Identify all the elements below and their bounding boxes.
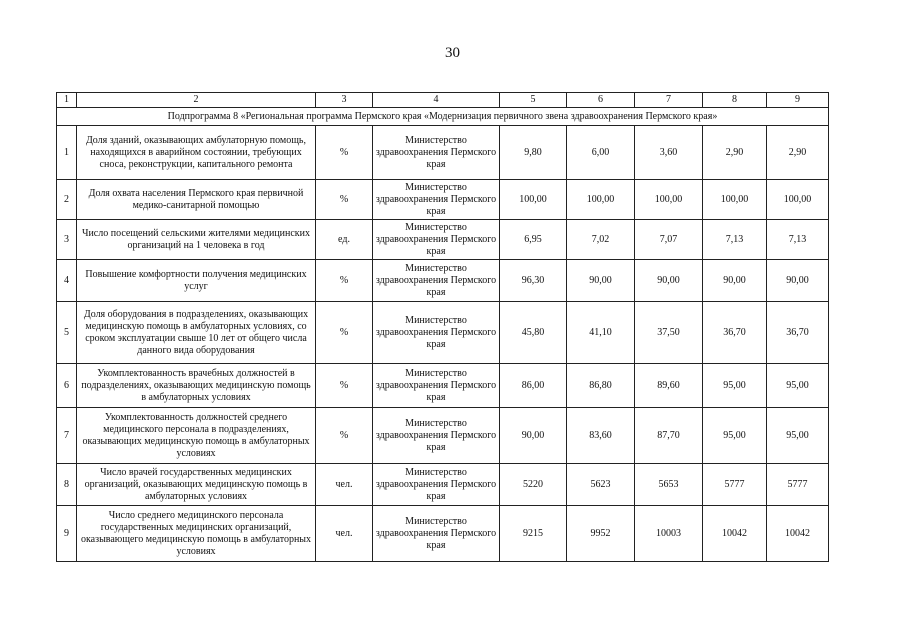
indicators-table <box>56 92 829 562</box>
subprogram-title: Подпрограмма 8 «Региональная программа Пермского края «Модернизация первичного звена здравоохранения Пермского края» <box>57 108 829 126</box>
responsible-org: Министерство здравоохранения Пермского края <box>373 260 500 302</box>
table-row <box>57 408 829 464</box>
row-number: 1 <box>57 126 77 180</box>
table-row <box>57 464 829 506</box>
unit: % <box>316 180 373 220</box>
value-col6: 6,00 <box>567 126 635 180</box>
value-col8: 2,90 <box>703 126 767 180</box>
value-col9: 95,00 <box>767 408 829 464</box>
row-number: 8 <box>57 464 77 506</box>
subprogram-row <box>57 108 829 126</box>
value-col6: 41,10 <box>567 302 635 364</box>
value-col9: 10042 <box>767 506 829 562</box>
column-number: 9 <box>767 93 829 108</box>
value-col7: 100,00 <box>635 180 703 220</box>
table-row <box>57 180 829 220</box>
table-body <box>57 126 829 562</box>
value-col7: 3,60 <box>635 126 703 180</box>
value-col8: 100,00 <box>703 180 767 220</box>
unit: % <box>316 364 373 408</box>
value-col7: 37,50 <box>635 302 703 364</box>
value-col5: 45,80 <box>500 302 567 364</box>
column-number: 1 <box>57 93 77 108</box>
value-col8: 90,00 <box>703 260 767 302</box>
row-number: 3 <box>57 220 77 260</box>
row-number: 5 <box>57 302 77 364</box>
row-number: 9 <box>57 506 77 562</box>
responsible-org: Министерство здравоохранения Пермского края <box>373 302 500 364</box>
table-row <box>57 260 829 302</box>
table-row <box>57 126 829 180</box>
value-col5: 5220 <box>500 464 567 506</box>
value-col5: 90,00 <box>500 408 567 464</box>
table-row <box>57 220 829 260</box>
table-row <box>57 302 829 364</box>
unit: ед. <box>316 220 373 260</box>
value-col7: 90,00 <box>635 260 703 302</box>
value-col6: 83,60 <box>567 408 635 464</box>
responsible-org: Министерство здравоохранения Пермского края <box>373 408 500 464</box>
value-col6: 90,00 <box>567 260 635 302</box>
indicator-name: Число среднего медицинского персонала государственных медицинских организаций, оказывающего медицинскую помощь в амбулаторных условиях <box>77 506 316 562</box>
value-col8: 95,00 <box>703 364 767 408</box>
value-col8: 36,70 <box>703 302 767 364</box>
row-number: 7 <box>57 408 77 464</box>
value-col5: 96,30 <box>500 260 567 302</box>
column-number: 6 <box>567 93 635 108</box>
value-col6: 86,80 <box>567 364 635 408</box>
unit: чел. <box>316 464 373 506</box>
value-col6: 9952 <box>567 506 635 562</box>
value-col6: 5623 <box>567 464 635 506</box>
responsible-org: Министерство здравоохранения Пермского края <box>373 220 500 260</box>
indicator-name: Укомплектованность врачебных должностей в подразделениях, оказывающих медицинскую помощь в амбулаторных условиях <box>77 364 316 408</box>
indicator-name: Укомплектованность должностей среднего медицинского персонала в подразделениях, оказывающих медицинскую помощь в амбулаторных условиях <box>77 408 316 464</box>
column-number-row <box>57 93 829 108</box>
responsible-org: Министерство здравоохранения Пермского края <box>373 364 500 408</box>
value-col5: 100,00 <box>500 180 567 220</box>
column-number: 8 <box>703 93 767 108</box>
value-col5: 6,95 <box>500 220 567 260</box>
responsible-org: Министерство здравоохранения Пермского края <box>373 180 500 220</box>
value-col5: 9,80 <box>500 126 567 180</box>
value-col6: 7,02 <box>567 220 635 260</box>
indicator-name: Доля охвата населения Пермского края первичной медико-санитарной помощью <box>77 180 316 220</box>
responsible-org: Министерство здравоохранения Пермского края <box>373 464 500 506</box>
column-number: 4 <box>373 93 500 108</box>
value-col9: 36,70 <box>767 302 829 364</box>
table-row <box>57 506 829 562</box>
responsible-org: Министерство здравоохранения Пермского края <box>373 126 500 180</box>
value-col8: 7,13 <box>703 220 767 260</box>
value-col8: 95,00 <box>703 408 767 464</box>
row-number: 4 <box>57 260 77 302</box>
value-col5: 9215 <box>500 506 567 562</box>
column-number: 3 <box>316 93 373 108</box>
value-col7: 10003 <box>635 506 703 562</box>
value-col9: 95,00 <box>767 364 829 408</box>
responsible-org: Министерство здравоохранения Пермского края <box>373 506 500 562</box>
value-col7: 7,07 <box>635 220 703 260</box>
page-number: 30 <box>445 45 460 61</box>
value-col8: 5777 <box>703 464 767 506</box>
value-col9: 7,13 <box>767 220 829 260</box>
row-number: 6 <box>57 364 77 408</box>
value-col7: 87,70 <box>635 408 703 464</box>
column-number: 2 <box>77 93 316 108</box>
value-col9: 90,00 <box>767 260 829 302</box>
column-number: 5 <box>500 93 567 108</box>
indicator-name: Число врачей государственных медицинских организаций, оказывающих медицинскую помощь в амбулаторных условиях <box>77 464 316 506</box>
indicator-name: Доля зданий, оказывающих амбулаторную помощь, находящихся в аварийном состоянии, требующих сноса, реконструкции, капитального ремонта <box>77 126 316 180</box>
row-number: 2 <box>57 180 77 220</box>
value-col9: 100,00 <box>767 180 829 220</box>
unit: % <box>316 126 373 180</box>
unit: % <box>316 408 373 464</box>
unit: % <box>316 302 373 364</box>
value-col9: 5777 <box>767 464 829 506</box>
value-col8: 10042 <box>703 506 767 562</box>
indicator-name: Доля оборудования в подразделениях, оказывающих медицинскую помощь в амбулаторных условиях, со сроком эксплуатации свыше 10 лет от общего числа данного вида оборудования <box>77 302 316 364</box>
value-col7: 89,60 <box>635 364 703 408</box>
indicator-name: Повышение комфортности получения медицинских услуг <box>77 260 316 302</box>
value-col9: 2,90 <box>767 126 829 180</box>
table-row <box>57 364 829 408</box>
indicator-name: Число посещений сельскими жителями медицинских организаций на 1 человека в год <box>77 220 316 260</box>
column-number: 7 <box>635 93 703 108</box>
unit: чел. <box>316 506 373 562</box>
value-col5: 86,00 <box>500 364 567 408</box>
value-col6: 100,00 <box>567 180 635 220</box>
unit: % <box>316 260 373 302</box>
value-col7: 5653 <box>635 464 703 506</box>
